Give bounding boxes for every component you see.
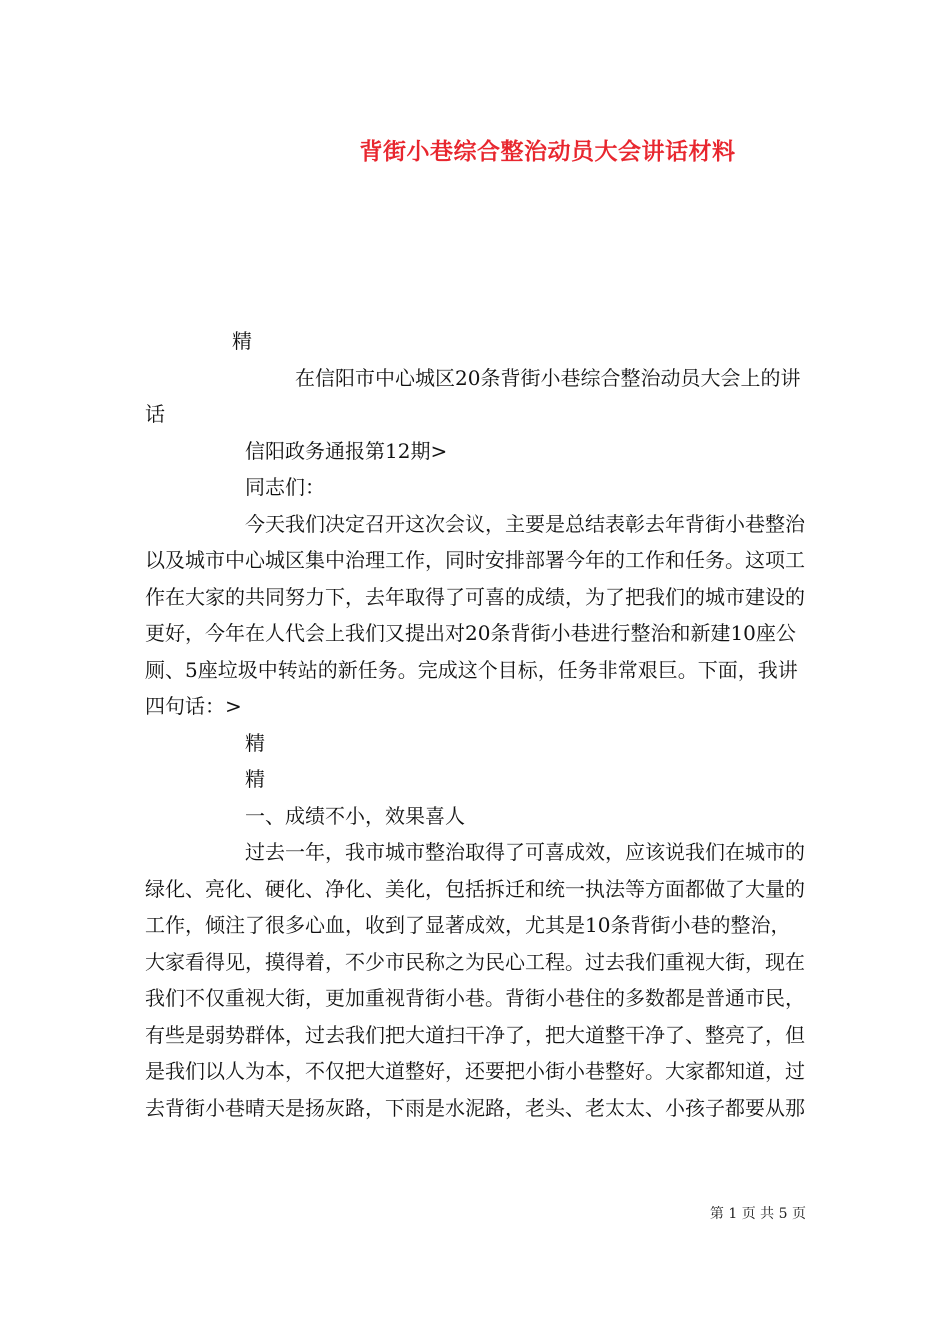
intro-paragraph: 今天我们决定召开这次会议，主要是总结表彰去年背街小巷整治以及城市中心城区集中治理工作，同时安排部署今年的工作和任务。这项工作在大家的共同努力下，去年取得了可喜的成绩，为了把我们的城市建设的更好，今年在人代会上我们又提出对20条背街小巷进行整治和新建10座公厕、5座垃圾中转站的新任务。完成这个目标，任务非常艰巨。下面，我讲四句话：> <box>145 511 805 718</box>
document-body <box>145 323 807 1126</box>
marker-line: 精 <box>245 730 265 755</box>
source-line: 信阳政务通报第12期> <box>245 438 448 463</box>
marker-line: 精 <box>232 329 252 353</box>
section-heading: 一、成绩不小，效果喜人 <box>245 803 465 828</box>
body-paragraph: 过去一年，我市城市整治取得了可喜成效，应该说我们在城市的绿化、亮化、硬化、净化、美化，包括拆迁和统一执法等方面都做了大量的工作，倾注了很多心血，收到了显著成效，尤其是10条背街小巷的整治，大家看得见，摸得着，不少市民称之为民心工程。过去我们重视大街，现在我们不仅重视大街，更加重视背街小巷。背街小巷住的多数都是普通市民，有些是弱势群体，过去我们把大道扫干净了，把大道整干净了、整亮了，但是我们以人为本，不仅把大道整好，还要把小街小巷整好。大家都知道，过去背街小巷晴天是扬灰路，下雨是水泥路，老头、老太太、小孩子都要从那 <box>145 840 805 1120</box>
marker-line: 精 <box>245 767 265 791</box>
page-footer: 第 1 页 共 5 页 <box>709 1206 806 1222</box>
document-title: 背街小巷综合整治动员大会讲话材料 <box>359 138 736 165</box>
salutation: 同志们： <box>245 475 325 499</box>
speech-subtitle: 在信阳市中心城区20条背街小巷综合整治动员大会上的讲话 <box>145 365 801 426</box>
